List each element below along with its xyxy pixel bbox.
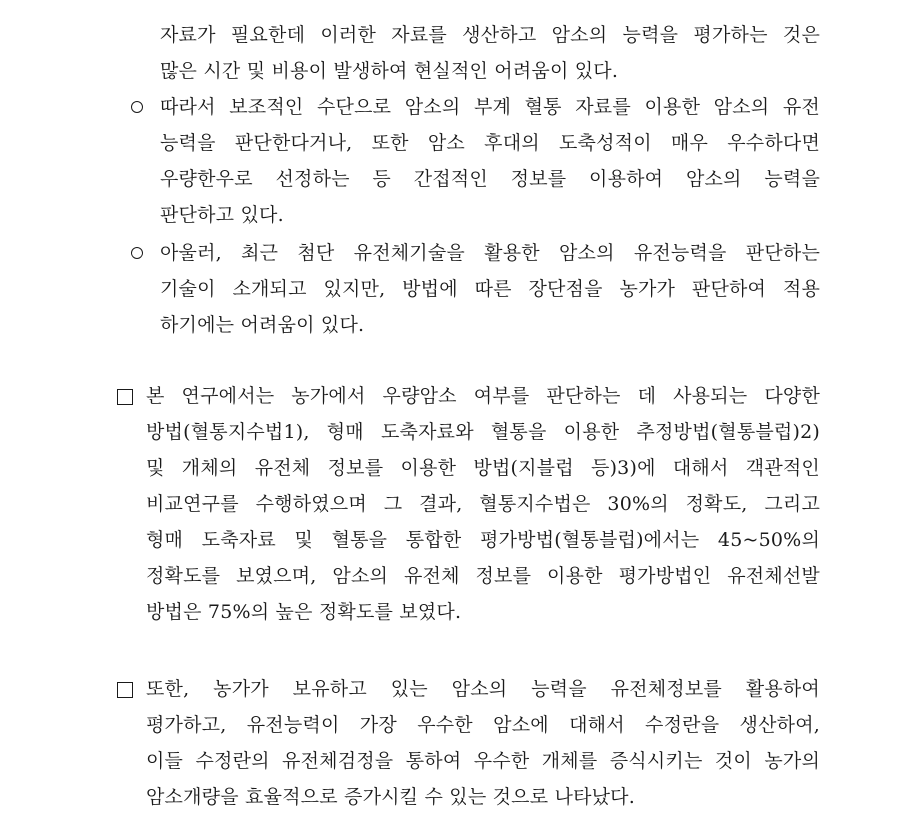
text-line: 판단하고 있다. [160, 204, 284, 226]
text-line: 자료가 필요한데 이러한 자료를 생산하고 암소의 능력을 평가하는 것은 [160, 24, 820, 46]
text-line: 정확도를 보였으며, 암소의 유전체 정보를 이용한 평가방법인 유전체선발 [146, 565, 820, 587]
text-line: 아울러, 최근 첨단 유전체기술을 활용한 암소의 유전능력을 판단하는 [160, 242, 820, 264]
circle-bullet-icon [131, 247, 143, 259]
text-line: 평가하고, 유전능력이 가장 우수한 암소에 대해서 수정란을 생산하여, [146, 714, 820, 736]
intro-continuation [160, 22, 820, 94]
text-line: 우량한우로 선정하는 등 간접적인 정보를 이용하여 암소의 능력을 [160, 168, 820, 190]
text-line: 또한, 농가가 보유하고 있는 암소의 능력을 유전체정보를 활용하여 [146, 678, 820, 700]
text-line: 본 연구에서는 농가에서 우량암소 여부를 판단하는 데 사용되는 다양한 [146, 385, 820, 407]
text-line: 하기에는 어려움이 있다. [160, 314, 365, 336]
circle-bullet-icon [131, 101, 143, 113]
text-line: 기술이 소개되고 있지만, 방법에 따른 장단점을 농가가 판단하여 적용 [160, 278, 820, 300]
text-line: 및 개체의 유전체 정보를 이용한 방법(지블럽 등)3)에 대해서 객관적인 [146, 457, 820, 479]
text-line: 능력을 판단한다거나, 또한 암소 후대의 도축성적이 매우 우수하다면 [160, 132, 820, 154]
text-line: 비교연구를 수행하였으며 그 결과, 혈통지수법은 30%의 정확도, 그리고 [146, 493, 820, 515]
text-line: 따라서 보조적인 수단으로 암소의 부계 혈통 자료를 이용한 암소의 유전 [160, 96, 820, 118]
square-bullet-icon [117, 682, 133, 698]
square-bullet-icon [117, 389, 133, 405]
text-line: 이들 수정란의 유전체검정을 통하여 우수한 개체를 증식시키는 것이 농가의 [146, 750, 820, 772]
text-line: 형매 도축자료 및 혈통을 통합한 평가방법(혈통블럽)에서는 45~50%의 [146, 529, 820, 551]
main-bullet-paragraph [146, 676, 820, 820]
text-line: 암소개량을 효율적으로 증가시킬 수 있는 것으로 나타났다. [146, 786, 635, 808]
sub-bullet-paragraph [160, 94, 820, 238]
text-line: 방법은 75%의 높은 정확도를 보였다. [146, 601, 462, 623]
text-line: 많은 시간 및 비용이 발생하여 현실적인 어려움이 있다. [160, 60, 619, 82]
main-bullet-paragraph [146, 383, 820, 635]
sub-bullet-paragraph [160, 240, 820, 348]
text-line: 방법(혈통지수법1), 형매 도축자료와 혈통을 이용한 추정방법(혈통블럽)2) [146, 421, 820, 443]
